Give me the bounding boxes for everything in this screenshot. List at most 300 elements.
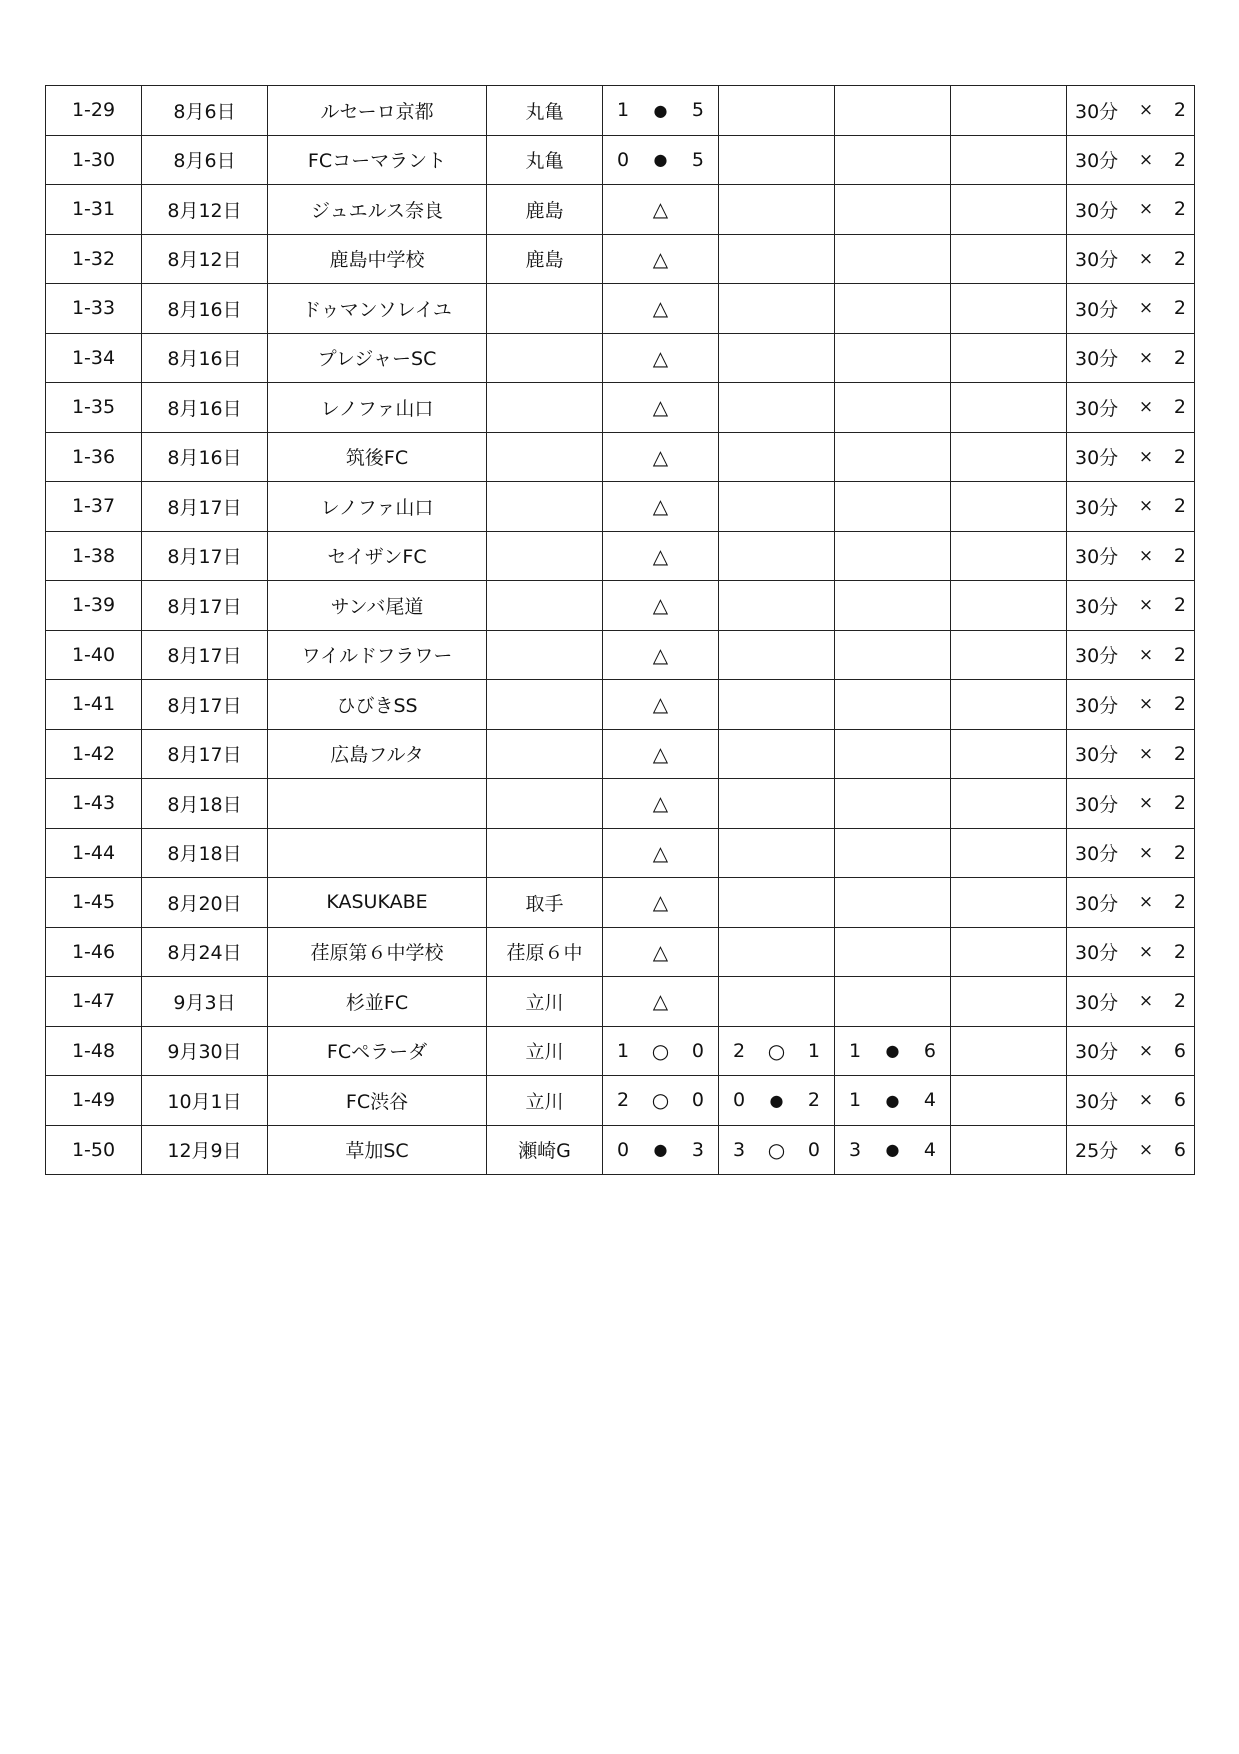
game-result-cell bbox=[719, 1026, 835, 1076]
match-number: 1-47 bbox=[46, 977, 142, 1027]
match-format bbox=[1067, 779, 1195, 829]
game-result-cell bbox=[835, 1125, 951, 1175]
match-format bbox=[1067, 432, 1195, 482]
match-format bbox=[1067, 1026, 1195, 1076]
period-count: 2 bbox=[1173, 841, 1186, 864]
opponent-name: プレジャーSC bbox=[268, 333, 487, 383]
match-date: 12月9日 bbox=[142, 1125, 268, 1175]
game-result-cell bbox=[951, 1076, 1067, 1126]
match-number: 1-35 bbox=[46, 383, 142, 433]
game-result-cell bbox=[951, 729, 1067, 779]
table-row bbox=[46, 1076, 1195, 1126]
score-right: 5 bbox=[691, 148, 704, 171]
times-sign: × bbox=[1138, 941, 1154, 962]
format bbox=[1067, 542, 1194, 569]
game-result-cell bbox=[603, 86, 719, 136]
duration: 30分 bbox=[1075, 546, 1119, 569]
game-result-cell bbox=[719, 383, 835, 433]
score-left: 1 bbox=[617, 1039, 630, 1062]
duration: 30分 bbox=[1075, 694, 1119, 717]
game-result-cell bbox=[719, 284, 835, 334]
match-format bbox=[1067, 680, 1195, 730]
table-body bbox=[46, 86, 1195, 1175]
game-result-cell bbox=[719, 432, 835, 482]
match-date: 8月24日 bbox=[142, 927, 268, 977]
game-result-cell bbox=[951, 927, 1067, 977]
opponent-name: 筑後FC bbox=[268, 432, 487, 482]
score-right: 0 bbox=[807, 1138, 820, 1161]
opponent-name bbox=[268, 828, 487, 878]
match-format bbox=[1067, 531, 1195, 581]
format bbox=[1067, 641, 1194, 668]
opponent-name: セイザンFC bbox=[268, 531, 487, 581]
opponent-name: 杉並FC bbox=[268, 977, 487, 1027]
venue bbox=[487, 729, 603, 779]
times-sign: × bbox=[1138, 446, 1154, 467]
format bbox=[1067, 938, 1194, 965]
table-row bbox=[46, 234, 1195, 284]
times-sign: × bbox=[1138, 892, 1154, 913]
times-sign: × bbox=[1138, 298, 1154, 319]
venue: 丸亀 bbox=[487, 135, 603, 185]
opponent-name: FCペラーダ bbox=[268, 1026, 487, 1076]
draw-mark: △ bbox=[652, 543, 669, 568]
game-result-cell bbox=[603, 531, 719, 581]
match-format bbox=[1067, 185, 1195, 235]
game-result-cell bbox=[603, 284, 719, 334]
opponent-name: ジュエルス奈良 bbox=[268, 185, 487, 235]
match-number: 1-30 bbox=[46, 135, 142, 185]
match-date: 8月12日 bbox=[142, 234, 268, 284]
format bbox=[1067, 394, 1194, 421]
duration: 30分 bbox=[1075, 595, 1119, 618]
draw-mark: △ bbox=[652, 989, 669, 1014]
match-format bbox=[1067, 135, 1195, 185]
game-result-cell bbox=[835, 977, 951, 1027]
game-result-cell bbox=[603, 878, 719, 928]
game-result-cell bbox=[835, 531, 951, 581]
game-result-cell bbox=[951, 1026, 1067, 1076]
game-result-cell bbox=[835, 729, 951, 779]
game-result-cell bbox=[603, 680, 719, 730]
opponent-name: 広島フルタ bbox=[268, 729, 487, 779]
format bbox=[1067, 889, 1194, 916]
venue bbox=[487, 531, 603, 581]
loss-mark: ● bbox=[653, 100, 668, 120]
format bbox=[1067, 988, 1194, 1015]
period-count: 2 bbox=[1173, 544, 1186, 567]
game-result-cell bbox=[719, 729, 835, 779]
duration: 30分 bbox=[1075, 199, 1119, 222]
duration: 30分 bbox=[1075, 150, 1119, 173]
game-result-cell bbox=[603, 482, 719, 532]
table-row bbox=[46, 680, 1195, 730]
opponent-name: ワイルドフラワー bbox=[268, 630, 487, 680]
game-result-cell bbox=[835, 383, 951, 433]
game-result-cell bbox=[719, 185, 835, 235]
opponent-name: サンバ尾道 bbox=[268, 581, 487, 631]
game-result-cell bbox=[603, 185, 719, 235]
period-count: 2 bbox=[1173, 643, 1186, 666]
match-number: 1-50 bbox=[46, 1125, 142, 1175]
duration: 30分 bbox=[1075, 843, 1119, 866]
game-result-cell bbox=[719, 234, 835, 284]
match-results-table bbox=[45, 85, 1195, 1175]
score-left: 2 bbox=[617, 1089, 630, 1112]
match-number: 1-32 bbox=[46, 234, 142, 284]
game-result-cell bbox=[835, 878, 951, 928]
venue bbox=[487, 383, 603, 433]
score bbox=[603, 1039, 718, 1063]
opponent-name: 鹿島中学校 bbox=[268, 234, 487, 284]
match-date: 9月30日 bbox=[142, 1026, 268, 1076]
venue: 立川 bbox=[487, 1076, 603, 1126]
score bbox=[603, 149, 718, 171]
times-sign: × bbox=[1138, 248, 1154, 269]
times-sign: × bbox=[1138, 991, 1154, 1012]
game-result-cell bbox=[951, 680, 1067, 730]
match-number: 1-44 bbox=[46, 828, 142, 878]
match-date: 9月3日 bbox=[142, 977, 268, 1027]
score-left: 0 bbox=[617, 148, 630, 171]
duration: 30分 bbox=[1075, 249, 1119, 272]
match-date: 8月17日 bbox=[142, 482, 268, 532]
match-date: 8月16日 bbox=[142, 333, 268, 383]
duration: 30分 bbox=[1075, 1090, 1119, 1113]
format bbox=[1067, 443, 1194, 470]
draw-mark: △ bbox=[652, 395, 669, 420]
score-right: 5 bbox=[691, 99, 704, 122]
game-result-cell bbox=[835, 1026, 951, 1076]
period-count: 2 bbox=[1173, 742, 1186, 765]
format bbox=[1067, 740, 1194, 767]
period-count: 2 bbox=[1173, 148, 1186, 171]
game-result-cell bbox=[951, 333, 1067, 383]
match-date: 8月17日 bbox=[142, 531, 268, 581]
match-format bbox=[1067, 234, 1195, 284]
loss-mark: ● bbox=[885, 1090, 900, 1110]
match-format bbox=[1067, 729, 1195, 779]
period-count: 2 bbox=[1173, 990, 1186, 1013]
format bbox=[1067, 97, 1194, 124]
game-result-cell bbox=[603, 1026, 719, 1076]
opponent-name: FC渋谷 bbox=[268, 1076, 487, 1126]
match-number: 1-40 bbox=[46, 630, 142, 680]
game-result-cell bbox=[951, 779, 1067, 829]
game-result-cell bbox=[835, 779, 951, 829]
game-result-cell bbox=[719, 86, 835, 136]
score-left: 2 bbox=[733, 1039, 746, 1062]
win-mark: ○ bbox=[767, 1137, 786, 1162]
times-sign: × bbox=[1138, 347, 1154, 368]
game-result-cell bbox=[719, 779, 835, 829]
times-sign: × bbox=[1138, 1090, 1154, 1111]
period-count: 2 bbox=[1173, 940, 1186, 963]
times-sign: × bbox=[1138, 793, 1154, 814]
game-result-cell bbox=[603, 630, 719, 680]
draw-mark: △ bbox=[652, 494, 669, 519]
table-row bbox=[46, 977, 1195, 1027]
table-row bbox=[46, 135, 1195, 185]
score-left: 3 bbox=[849, 1138, 862, 1161]
match-number: 1-39 bbox=[46, 581, 142, 631]
times-sign: × bbox=[1138, 1040, 1154, 1061]
venue bbox=[487, 333, 603, 383]
match-format bbox=[1067, 333, 1195, 383]
draw-mark: △ bbox=[652, 444, 669, 469]
opponent-name: ひびきSS bbox=[268, 680, 487, 730]
table-row bbox=[46, 482, 1195, 532]
game-result-cell bbox=[835, 185, 951, 235]
match-format bbox=[1067, 284, 1195, 334]
game-result-cell bbox=[603, 927, 719, 977]
game-result-cell bbox=[835, 432, 951, 482]
duration: 30分 bbox=[1075, 100, 1119, 123]
venue: 荏原６中 bbox=[487, 927, 603, 977]
game-result-cell bbox=[835, 630, 951, 680]
match-format bbox=[1067, 927, 1195, 977]
score-left: 0 bbox=[617, 1138, 630, 1161]
game-result-cell bbox=[951, 482, 1067, 532]
match-date: 8月16日 bbox=[142, 432, 268, 482]
game-result-cell bbox=[951, 432, 1067, 482]
loss-mark: ● bbox=[653, 1140, 668, 1160]
game-result-cell bbox=[719, 1076, 835, 1126]
times-sign: × bbox=[1138, 149, 1154, 170]
venue bbox=[487, 680, 603, 730]
match-number: 1-34 bbox=[46, 333, 142, 383]
table-row bbox=[46, 630, 1195, 680]
venue: 鹿島 bbox=[487, 185, 603, 235]
times-sign: × bbox=[1138, 100, 1154, 121]
times-sign: × bbox=[1138, 199, 1154, 220]
opponent-name: レノファ山口 bbox=[268, 482, 487, 532]
period-count: 6 bbox=[1173, 1039, 1186, 1062]
table-row bbox=[46, 531, 1195, 581]
game-result-cell bbox=[951, 135, 1067, 185]
venue: 立川 bbox=[487, 977, 603, 1027]
draw-mark: △ bbox=[652, 840, 669, 865]
score-right: 0 bbox=[691, 1089, 704, 1112]
format bbox=[1067, 295, 1194, 322]
score bbox=[603, 1088, 718, 1112]
draw-mark: △ bbox=[652, 791, 669, 816]
match-number: 1-33 bbox=[46, 284, 142, 334]
period-count: 2 bbox=[1173, 99, 1186, 122]
game-result-cell bbox=[835, 333, 951, 383]
game-result-cell bbox=[719, 581, 835, 631]
venue: 立川 bbox=[487, 1026, 603, 1076]
draw-mark: △ bbox=[652, 890, 669, 915]
game-result-cell bbox=[835, 927, 951, 977]
times-sign: × bbox=[1138, 842, 1154, 863]
score-left: 3 bbox=[733, 1138, 746, 1161]
game-result-cell bbox=[951, 630, 1067, 680]
venue: 鹿島 bbox=[487, 234, 603, 284]
draw-mark: △ bbox=[652, 642, 669, 667]
loss-mark: ● bbox=[769, 1090, 784, 1110]
format bbox=[1067, 691, 1194, 718]
duration: 30分 bbox=[1075, 991, 1119, 1014]
match-format bbox=[1067, 581, 1195, 631]
venue bbox=[487, 630, 603, 680]
match-format bbox=[1067, 383, 1195, 433]
opponent-name: KASUKABE bbox=[268, 878, 487, 928]
game-result-cell bbox=[951, 234, 1067, 284]
times-sign: × bbox=[1138, 743, 1154, 764]
duration: 30分 bbox=[1075, 1041, 1119, 1064]
match-format bbox=[1067, 828, 1195, 878]
game-result-cell bbox=[835, 86, 951, 136]
match-format bbox=[1067, 1076, 1195, 1126]
score bbox=[719, 1138, 834, 1162]
opponent-name: 荏原第６中学校 bbox=[268, 927, 487, 977]
format bbox=[1067, 1087, 1194, 1114]
game-result-cell bbox=[603, 1125, 719, 1175]
draw-mark: △ bbox=[652, 939, 669, 964]
table-row bbox=[46, 1125, 1195, 1175]
game-result-cell bbox=[603, 581, 719, 631]
opponent-name: FCコーマラント bbox=[268, 135, 487, 185]
table-row bbox=[46, 1026, 1195, 1076]
table-row bbox=[46, 828, 1195, 878]
loss-mark: ● bbox=[885, 1041, 900, 1061]
game-result-cell bbox=[951, 185, 1067, 235]
table-row bbox=[46, 927, 1195, 977]
score bbox=[835, 1040, 950, 1062]
score bbox=[719, 1039, 834, 1063]
venue bbox=[487, 581, 603, 631]
format bbox=[1067, 196, 1194, 223]
game-result-cell bbox=[951, 977, 1067, 1027]
venue bbox=[487, 284, 603, 334]
venue: 丸亀 bbox=[487, 86, 603, 136]
format bbox=[1067, 1136, 1194, 1163]
times-sign: × bbox=[1138, 1139, 1154, 1160]
table-row bbox=[46, 284, 1195, 334]
period-count: 2 bbox=[1173, 198, 1186, 221]
game-result-cell bbox=[719, 828, 835, 878]
win-mark: ○ bbox=[767, 1038, 786, 1063]
game-result-cell bbox=[951, 581, 1067, 631]
game-result-cell bbox=[603, 828, 719, 878]
period-count: 2 bbox=[1173, 495, 1186, 518]
game-result-cell bbox=[719, 878, 835, 928]
match-format bbox=[1067, 878, 1195, 928]
game-result-cell bbox=[719, 680, 835, 730]
game-result-cell bbox=[603, 383, 719, 433]
game-result-cell bbox=[835, 135, 951, 185]
game-result-cell bbox=[603, 779, 719, 829]
match-number: 1-42 bbox=[46, 729, 142, 779]
times-sign: × bbox=[1138, 397, 1154, 418]
period-count: 2 bbox=[1173, 396, 1186, 419]
match-number: 1-45 bbox=[46, 878, 142, 928]
game-result-cell bbox=[835, 581, 951, 631]
game-result-cell bbox=[719, 333, 835, 383]
format bbox=[1067, 493, 1194, 520]
duration: 30分 bbox=[1075, 942, 1119, 965]
game-result-cell bbox=[719, 531, 835, 581]
game-result-cell bbox=[951, 86, 1067, 136]
game-result-cell bbox=[951, 383, 1067, 433]
period-count: 2 bbox=[1173, 594, 1186, 617]
game-result-cell bbox=[603, 977, 719, 1027]
format bbox=[1067, 344, 1194, 371]
period-count: 2 bbox=[1173, 693, 1186, 716]
match-date: 8月16日 bbox=[142, 284, 268, 334]
match-date: 8月18日 bbox=[142, 828, 268, 878]
game-result-cell bbox=[835, 1076, 951, 1126]
times-sign: × bbox=[1138, 496, 1154, 517]
match-number: 1-36 bbox=[46, 432, 142, 482]
match-number: 1-37 bbox=[46, 482, 142, 532]
format bbox=[1067, 245, 1194, 272]
game-result-cell bbox=[951, 531, 1067, 581]
table-row bbox=[46, 779, 1195, 829]
duration: 25分 bbox=[1075, 1140, 1119, 1163]
match-format bbox=[1067, 86, 1195, 136]
game-result-cell bbox=[603, 729, 719, 779]
duration: 30分 bbox=[1075, 397, 1119, 420]
game-result-cell bbox=[951, 284, 1067, 334]
score bbox=[719, 1089, 834, 1111]
period-count: 6 bbox=[1173, 1089, 1186, 1112]
loss-mark: ● bbox=[885, 1140, 900, 1160]
match-number: 1-29 bbox=[46, 86, 142, 136]
period-count: 2 bbox=[1173, 297, 1186, 320]
opponent-name: ルセーロ京都 bbox=[268, 86, 487, 136]
match-date: 8月17日 bbox=[142, 630, 268, 680]
game-result-cell bbox=[719, 1125, 835, 1175]
match-number: 1-41 bbox=[46, 680, 142, 730]
match-number: 1-49 bbox=[46, 1076, 142, 1126]
game-result-cell bbox=[719, 135, 835, 185]
draw-mark: △ bbox=[652, 593, 669, 618]
duration: 30分 bbox=[1075, 496, 1119, 519]
duration: 30分 bbox=[1075, 793, 1119, 816]
match-date: 8月6日 bbox=[142, 86, 268, 136]
draw-mark: △ bbox=[652, 692, 669, 717]
period-count: 2 bbox=[1173, 891, 1186, 914]
score-left: 1 bbox=[849, 1039, 862, 1062]
opponent-name: ドゥマンソレイユ bbox=[268, 284, 487, 334]
match-date: 10月1日 bbox=[142, 1076, 268, 1126]
game-result-cell bbox=[603, 234, 719, 284]
period-count: 2 bbox=[1173, 346, 1186, 369]
draw-mark: △ bbox=[652, 197, 669, 222]
score bbox=[835, 1139, 950, 1161]
duration: 30分 bbox=[1075, 892, 1119, 915]
table-row bbox=[46, 185, 1195, 235]
match-number: 1-48 bbox=[46, 1026, 142, 1076]
score-right: 1 bbox=[807, 1039, 820, 1062]
game-result-cell bbox=[835, 828, 951, 878]
draw-mark: △ bbox=[652, 741, 669, 766]
period-count: 2 bbox=[1173, 445, 1186, 468]
score-left: 0 bbox=[733, 1089, 746, 1112]
format bbox=[1067, 839, 1194, 866]
match-number: 1-46 bbox=[46, 927, 142, 977]
loss-mark: ● bbox=[653, 150, 668, 170]
score bbox=[603, 1139, 718, 1161]
score bbox=[603, 99, 718, 121]
match-number: 1-43 bbox=[46, 779, 142, 829]
game-result-cell bbox=[719, 630, 835, 680]
table-row bbox=[46, 383, 1195, 433]
match-date: 8月6日 bbox=[142, 135, 268, 185]
duration: 30分 bbox=[1075, 744, 1119, 767]
